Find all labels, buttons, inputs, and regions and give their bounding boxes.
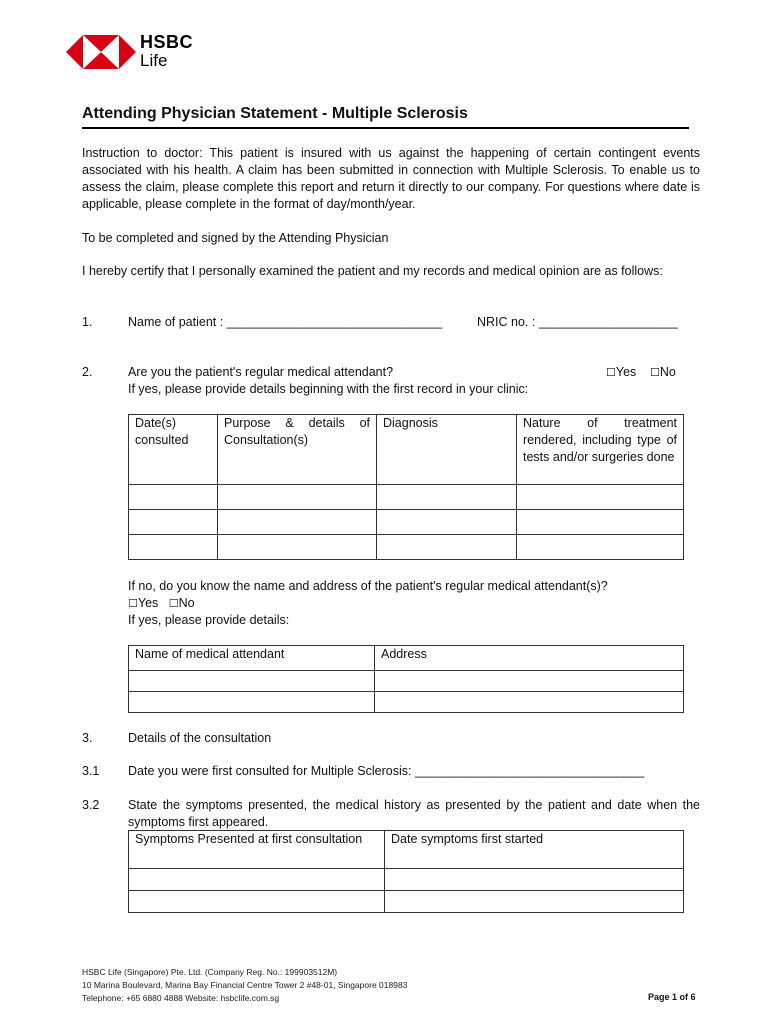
- q2-ifno-options: [128, 595, 195, 612]
- table-cell[interactable]: [218, 535, 377, 560]
- table-row: [129, 869, 684, 891]
- q2-question: Are you the patient's regular medical attendant?: [128, 365, 394, 379]
- table-header-row: [129, 831, 684, 869]
- footer-address: 10 Marina Boulevard, Marina Bay Financial Centre Tower 2 #48-01, Singapore 018983: [82, 980, 408, 990]
- completion-note: To be completed and signed by the Attending Physician: [82, 231, 389, 245]
- q2-no-label: No: [659, 365, 676, 379]
- q32-number: 3.2: [82, 798, 100, 812]
- table-cell[interactable]: [129, 535, 218, 560]
- table-row: [129, 510, 684, 535]
- instruction-paragraph: Instruction to doctor: This patient is insured with us against the happening of certain contingent events associated with his health. A claim has been submitted in connection with Multiple Sclerosis. To enable us to assess the claim, please complete this report and return it directly to our company. For questions where date is applicable, please complete in the format of day/month/year.: [82, 146, 700, 211]
- q2-ifno-no-option[interactable]: [169, 596, 195, 610]
- q31-number: 3.1: [82, 764, 100, 778]
- header-diagnosis: Diagnosis: [377, 415, 517, 485]
- q2-yes-option[interactable]: [606, 364, 636, 381]
- footer-contact: Telephone: +65 6880 4888 Website: hsbclife.com.sg: [82, 993, 280, 1003]
- table-row: [129, 535, 684, 560]
- symptoms-table: [128, 830, 684, 913]
- table-cell[interactable]: [385, 869, 684, 891]
- q2-ifyes-note: If yes, please provide details beginning with the first record in your clinic:: [128, 382, 529, 396]
- first-consult-date-field[interactable]: Date you were first consulted for Multiple Sclerosis: _________________________________: [128, 764, 645, 778]
- table-cell[interactable]: [517, 535, 684, 560]
- brand-name: HSBC: [140, 32, 194, 52]
- table-cell[interactable]: [129, 510, 218, 535]
- header-date-consulted: Date(s) consulted: [129, 415, 218, 485]
- checkbox-icon[interactable]: ☐: [650, 366, 660, 379]
- page-number: Page 1 of 6: [648, 992, 696, 1002]
- table-cell[interactable]: [218, 510, 377, 535]
- q2-number: 2.: [82, 365, 93, 379]
- q2-ifno-question: If no, do you know the name and address of the patient's regular medical attendant(s)?: [128, 579, 608, 593]
- q2-yes-label: Yes: [615, 365, 637, 379]
- q2-ifno-yes-option[interactable]: [128, 596, 158, 610]
- table-header-row: [129, 646, 684, 671]
- header-purpose: Purpose & details of Consultation(s): [218, 415, 377, 485]
- q3-heading: Details of the consultation: [128, 731, 272, 745]
- q3-number: 3.: [82, 731, 93, 745]
- q1-number: 1.: [82, 315, 93, 329]
- table-cell[interactable]: [129, 869, 385, 891]
- q2-ifyes2-note: If yes, please provide details:: [128, 613, 290, 627]
- q32-question: State the symptoms presented, the medical history as presented by the patient and date when the symptoms first appeared.: [128, 798, 700, 829]
- q2-ifno-no-label: No: [178, 596, 195, 610]
- footer-company: HSBC Life (Singapore) Pte. Ltd. (Company Reg. No.: 199903512M): [82, 967, 338, 977]
- checkbox-icon[interactable]: ☐: [168, 597, 179, 610]
- certification-paragraph: I hereby certify that I personally examined the patient and my records and medical opinion are as follows:: [82, 264, 663, 278]
- checkbox-icon[interactable]: ☐: [606, 366, 616, 379]
- table-row: [129, 671, 684, 692]
- table-cell[interactable]: [377, 510, 517, 535]
- table-cell[interactable]: [129, 891, 385, 913]
- table-header-row: [129, 415, 684, 485]
- table-cell[interactable]: [129, 671, 375, 692]
- table-cell[interactable]: [129, 692, 375, 713]
- table-cell[interactable]: [375, 692, 684, 713]
- table-row: [129, 485, 684, 510]
- hsbc-hexagon-logo-icon: [66, 35, 136, 69]
- consultation-table: [128, 414, 684, 560]
- title-underline: [82, 127, 689, 129]
- table-cell[interactable]: [517, 510, 684, 535]
- table-row: [129, 692, 684, 713]
- table-cell[interactable]: [385, 891, 684, 913]
- table-cell[interactable]: [129, 485, 218, 510]
- nric-field[interactable]: NRIC no. : ____________________: [477, 315, 678, 329]
- table-cell[interactable]: [218, 485, 377, 510]
- header-attendant-name: Name of medical attendant: [129, 646, 375, 671]
- checkbox-icon[interactable]: ☐: [128, 597, 138, 610]
- table-cell[interactable]: [377, 485, 517, 510]
- brand-subname: Life: [140, 51, 168, 70]
- header-address: Address: [375, 646, 684, 671]
- table-cell[interactable]: [375, 671, 684, 692]
- header-treatment: Nature of treatment rendered, including type of tests and/or surgeries done: [517, 415, 684, 485]
- attendant-table: [128, 645, 684, 713]
- table-row: [129, 891, 684, 913]
- q2-ifno-yes-label: Yes: [137, 596, 159, 610]
- table-cell[interactable]: [377, 535, 517, 560]
- header-symptom-date: Date symptoms first started: [385, 831, 684, 869]
- page-title: Attending Physician Statement - Multiple Sclerosis: [82, 105, 468, 122]
- header-symptoms: Symptoms Presented at first consultation: [129, 831, 385, 869]
- table-cell[interactable]: [517, 485, 684, 510]
- patient-name-field[interactable]: Name of patient : _______________________________: [128, 315, 443, 329]
- q2-no-option[interactable]: [650, 364, 676, 381]
